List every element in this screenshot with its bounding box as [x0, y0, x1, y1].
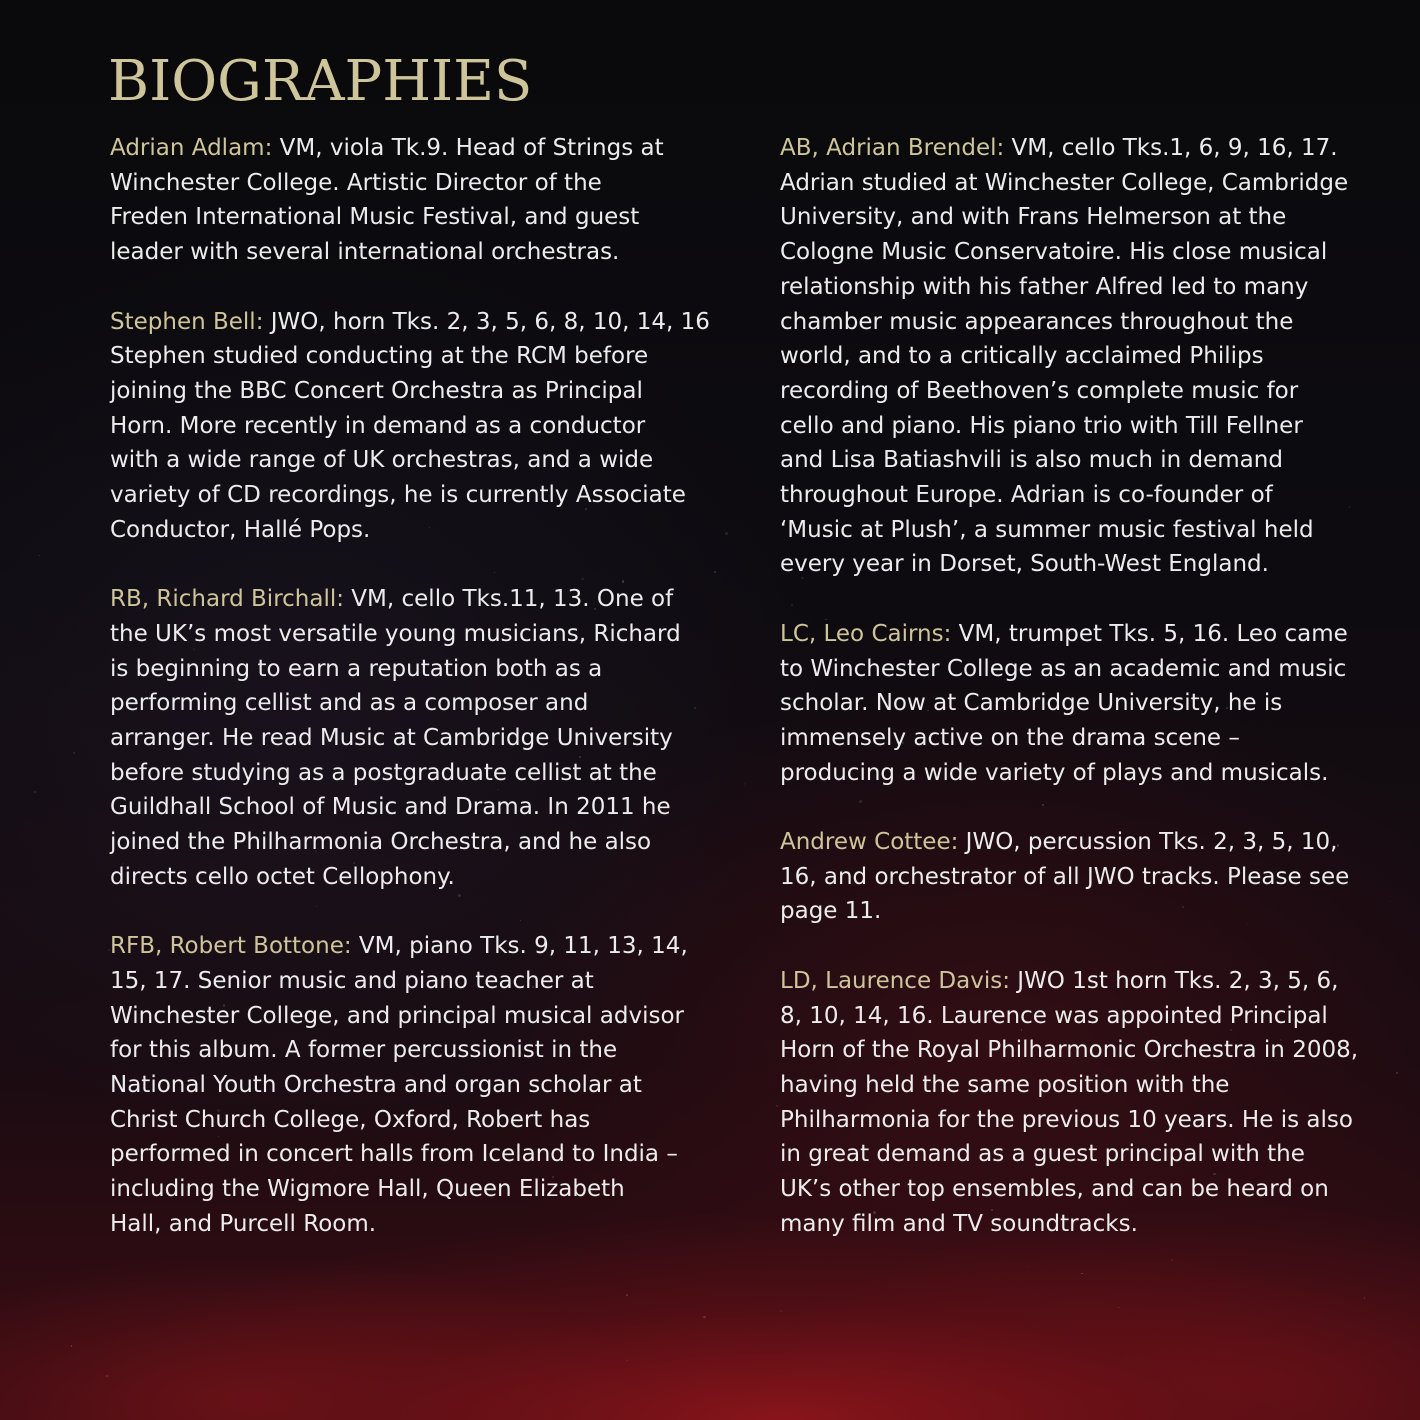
biography-line	[110, 478, 725, 513]
biography-text: JWO 1st horn Tks. 2, 3, 5, 6,	[1009, 967, 1339, 994]
biography-line	[110, 1207, 725, 1242]
background-speckle	[1364, 1297, 1366, 1299]
biography-line	[780, 894, 1390, 929]
biography-text: cello and piano. His piano trio with Till Fellner	[780, 412, 1303, 439]
biography-text: ‘Music at Plush’, a summer music festival held	[780, 516, 1314, 543]
biography-text: arranger. He read Music at Cambridge University	[110, 724, 673, 751]
biography-line	[780, 964, 1390, 999]
biography-line	[110, 1103, 725, 1138]
biography-text: Guildhall School of Music and Drama. In 2011 he	[110, 794, 671, 821]
biography-entry	[780, 825, 1390, 929]
biography-text: recording of Beethoven’s complete music for	[780, 377, 1299, 404]
biography-text: performing cellist and as a composer and	[110, 690, 589, 717]
biography-text: in great demand as a guest principal with the	[780, 1141, 1305, 1168]
biography-line	[110, 513, 725, 548]
biography-line	[110, 200, 725, 235]
biography-text: University, and with Frans Helmerson at the	[780, 204, 1287, 231]
biography-line	[780, 1172, 1390, 1207]
biography-text: VM, piano Tks. 9, 11, 13, 14,	[351, 933, 688, 960]
biography-line	[780, 409, 1390, 444]
background-speckle	[71, 1345, 72, 1346]
biography-line	[110, 999, 725, 1034]
biography-text: throughout Europe. Adrian is co-founder of	[780, 482, 1273, 509]
biography-text: VM, cello Tks.1, 6, 9, 16, 17.	[1004, 135, 1338, 161]
biography-text: joining the BBC Concert Orchestra as Principal	[110, 377, 643, 404]
background-speckle	[53, 574, 54, 575]
biography-entry	[110, 131, 725, 270]
biography-entry	[110, 582, 725, 894]
biography-entry	[780, 617, 1390, 791]
biography-entry	[780, 131, 1390, 582]
biography-line	[780, 200, 1390, 235]
biography-text: performed in concert halls from Iceland to India –	[110, 1141, 678, 1168]
biography-line	[110, 409, 725, 444]
biography-text: world, and to a critically acclaimed Philips	[780, 343, 1264, 370]
biography-text: the UK’s most versatile young musicians, Richard	[110, 620, 681, 647]
biography-line	[780, 617, 1390, 652]
biography-line	[110, 617, 725, 652]
biography-line	[110, 929, 725, 964]
biography-line	[780, 513, 1390, 548]
biography-line	[110, 756, 725, 791]
biography-line	[780, 825, 1390, 860]
musician-name: LC, Leo Cairns:	[780, 620, 952, 647]
biography-text: Hall, and Purcell Room.	[110, 1210, 377, 1237]
left-column	[110, 131, 725, 1276]
biography-line	[110, 860, 725, 895]
biography-line	[110, 339, 725, 374]
biography-line	[780, 652, 1390, 687]
biography-line	[110, 1137, 725, 1172]
biography-text: Horn of the Royal Philharmonic Orchestra in 2008,	[780, 1037, 1359, 1064]
musician-name: Stephen Bell:	[110, 308, 264, 335]
biography-line	[110, 1068, 725, 1103]
biography-text: with a wide range of UK orchestras, and a wide	[110, 447, 654, 474]
biography-text: before studying as a postgraduate cellist at the	[110, 759, 657, 786]
background-speckle	[744, 783, 745, 784]
background-speckle	[34, 791, 36, 793]
biography-line	[780, 860, 1390, 895]
biography-line	[110, 721, 725, 756]
biography-entry	[110, 929, 725, 1241]
background-speckle	[703, 1316, 705, 1318]
biography-text: Horn. More recently in demand as a conductor	[110, 412, 646, 439]
biography-line	[780, 270, 1390, 305]
biography-text: relationship with his father Alfred led to many	[780, 273, 1309, 300]
biography-line	[110, 235, 725, 270]
biography-text: 15, 17. Senior music and piano teacher at	[110, 967, 594, 994]
biography-text: VM, cello Tks.11, 13. One of	[344, 586, 674, 613]
biography-text: producing a wide variety of plays and musicals.	[780, 759, 1329, 786]
biography-text: JWO, horn Tks. 2, 3, 5, 6, 8, 10, 14, 16	[263, 308, 710, 335]
biography-text: Conductor, Hallé Pops.	[110, 516, 371, 543]
biography-line	[110, 1172, 725, 1207]
background-speckle	[626, 1360, 627, 1361]
biography-text: Stephen studied conducting at the RCM before	[110, 343, 649, 370]
background-speckle	[1396, 1072, 1398, 1074]
biography-line	[780, 1033, 1390, 1068]
biography-text: leader with several international orchestras.	[110, 239, 620, 266]
biography-text: Winchester College, and principal musical advisor	[110, 1002, 684, 1029]
biography-line	[110, 652, 725, 687]
biography-text: Christ Church College, Oxford, Robert has	[110, 1106, 591, 1133]
biography-line	[110, 166, 725, 201]
biography-text: immensely active on the drama scene –	[780, 724, 1240, 751]
biography-text: directs cello octet Cellophony.	[110, 863, 455, 890]
biography-entry	[780, 964, 1390, 1242]
biography-text: UK’s other top ensembles, and can be heard on	[780, 1176, 1329, 1203]
biography-line	[780, 1137, 1390, 1172]
biography-entry	[110, 305, 725, 548]
background-speckle	[776, 1105, 778, 1107]
biography-text: and Lisa Batiashvili is also much in demand	[780, 447, 1283, 474]
biography-line	[780, 305, 1390, 340]
biography-text: chamber music appearances throughout the	[780, 308, 1294, 335]
biography-text: 8, 10, 14, 16. Laurence was appointed Principal	[780, 1002, 1328, 1029]
biography-line	[110, 964, 725, 999]
biography-text: variety of CD recordings, he is currently Associate	[110, 482, 686, 509]
biography-text: many film and TV soundtracks.	[780, 1210, 1138, 1237]
biography-text: Philharmonia for the previous 10 years. He is also	[780, 1106, 1353, 1133]
biography-line	[110, 443, 725, 478]
biography-text: page 11.	[780, 898, 882, 925]
background-speckle	[780, 1310, 782, 1312]
biography-line	[780, 721, 1390, 756]
background-speckle	[39, 555, 41, 557]
biography-text: for this album. A former percussionist in the	[110, 1037, 618, 1064]
biography-line	[110, 1033, 725, 1068]
biography-line	[780, 235, 1390, 270]
musician-name: LD, Laurence Davis:	[780, 967, 1010, 994]
biography-text: scholar. Now at Cambridge University, he is	[780, 690, 1283, 717]
biography-text: VM, viola Tk.9. Head of Strings at	[272, 135, 664, 161]
musician-name: RFB, Robert Bottone:	[110, 933, 352, 960]
biography-text: joined the Philharmonia Orchestra, and he also	[110, 829, 652, 856]
biography-text: Adrian studied at Winchester College, Cambridge	[780, 169, 1349, 196]
biography-line	[110, 825, 725, 860]
biography-text: JWO, percussion Tks. 2, 3, 5, 10,	[958, 829, 1338, 856]
biography-line	[780, 1068, 1390, 1103]
biography-text: Winchester College. Artistic Director of the	[110, 169, 602, 196]
musician-name: Adrian Adlam:	[110, 135, 273, 161]
biography-text: having held the same position with the	[780, 1071, 1230, 1098]
biography-line	[780, 756, 1390, 791]
biography-text: 16, and orchestrator of all JWO tracks. Please see	[780, 863, 1350, 890]
musician-name: RB, Richard Birchall:	[110, 586, 344, 613]
background-speckle	[725, 532, 728, 535]
biography-line	[780, 339, 1390, 374]
background-speckle	[626, 1294, 628, 1296]
biography-line	[110, 582, 725, 617]
biography-line	[110, 374, 725, 409]
biography-line	[780, 686, 1390, 721]
page-title: BIOGRAPHIES	[108, 49, 533, 114]
biography-line	[780, 1207, 1390, 1242]
musician-name: Andrew Cottee:	[780, 829, 959, 856]
biography-line	[780, 443, 1390, 478]
biography-line	[780, 1103, 1390, 1138]
biography-text: to Winchester College as an academic and music	[780, 655, 1347, 682]
biography-text: Freden International Music Festival, and guest	[110, 204, 640, 231]
biography-line	[780, 999, 1390, 1034]
biography-line	[110, 790, 725, 825]
biography-text: including the Wigmore Hall, Queen Elizabeth	[110, 1176, 625, 1203]
biography-line	[780, 547, 1390, 582]
biography-line	[780, 131, 1390, 166]
biography-line	[110, 131, 725, 166]
right-column	[780, 131, 1390, 1276]
background-speckle	[73, 752, 75, 754]
biography-line	[780, 166, 1390, 201]
biography-text: VM, trumpet Tks. 5, 16. Leo came	[951, 620, 1348, 647]
musician-name: AB, Adrian Brendel:	[780, 135, 1005, 161]
biography-line	[110, 305, 725, 340]
biography-text: every year in Dorset, South-West England.	[780, 551, 1269, 578]
biography-line	[110, 686, 725, 721]
biography-text: is beginning to earn a reputation both as a	[110, 655, 603, 682]
biography-line	[780, 478, 1390, 513]
background-speckle	[1118, 1307, 1119, 1308]
background-speckle	[106, 1375, 108, 1377]
biography-text: Cologne Music Conservatoire. His close musical	[780, 239, 1328, 266]
biography-line	[780, 374, 1390, 409]
biography-text: National Youth Orchestra and organ scholar at	[110, 1071, 642, 1098]
